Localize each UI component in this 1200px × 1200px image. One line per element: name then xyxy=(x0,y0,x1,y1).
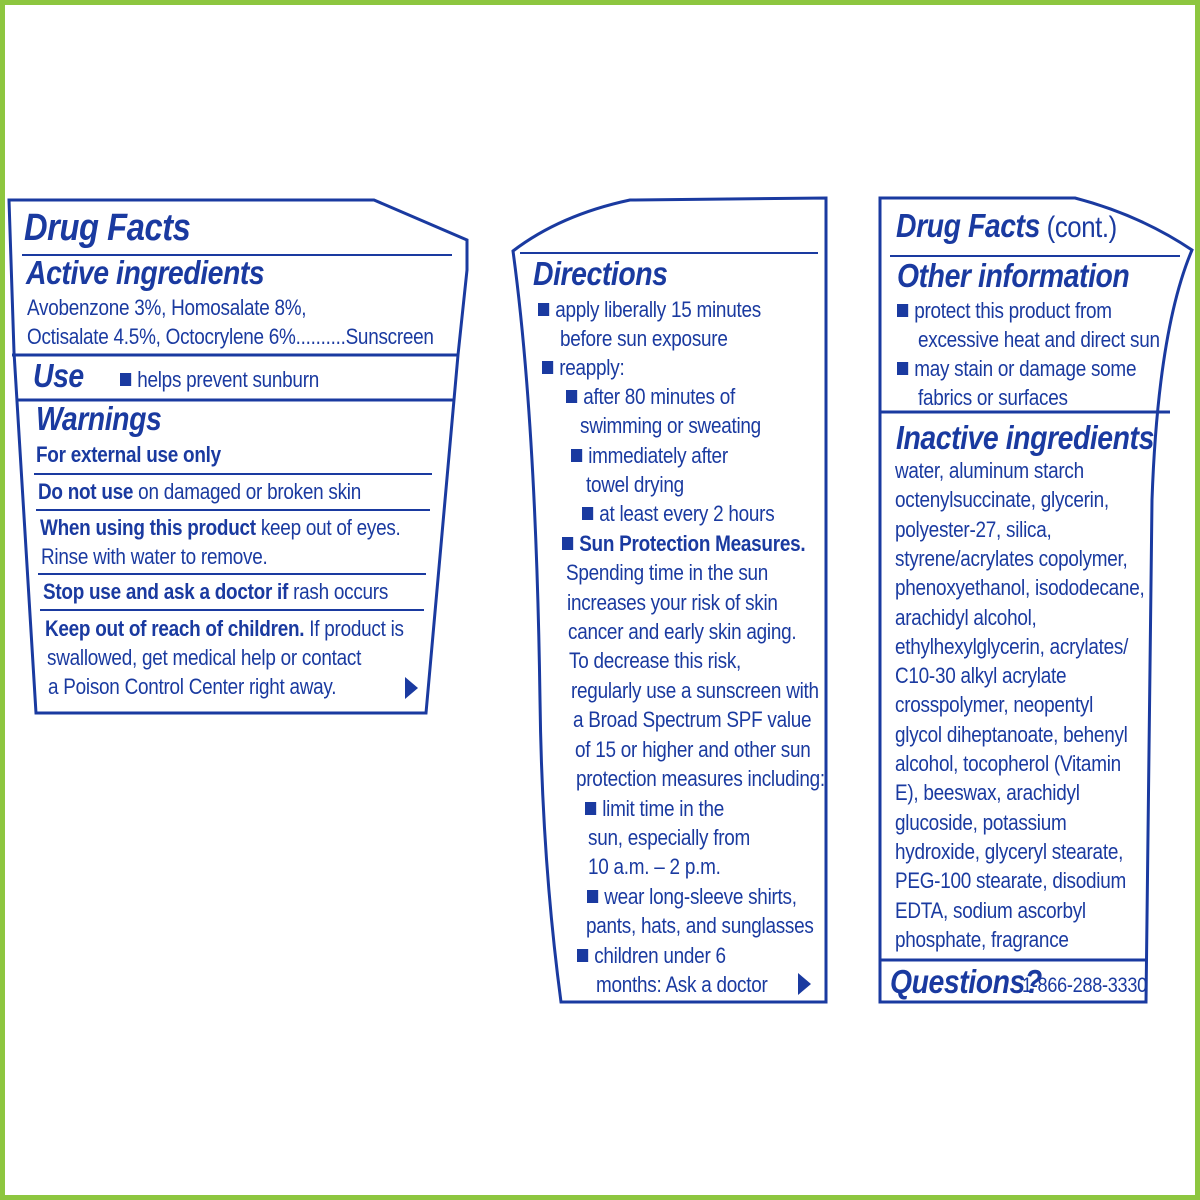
when-using-text: keep out of eyes. xyxy=(255,515,401,540)
inactive-line: alcohol, tocopherol (Vitamin xyxy=(895,751,1121,776)
other-line-text: may stain or damage some xyxy=(914,356,1137,381)
dir-line: swimming or sweating xyxy=(580,413,761,438)
use-header: Use xyxy=(33,357,84,394)
dir-line-text: apply liberally 15 minutes xyxy=(555,297,761,322)
active-dots: .......... xyxy=(295,324,346,349)
inactive-line: hydroxide, glyceryl stearate, xyxy=(895,838,1124,864)
dir-line: regularly use a sunscreen with xyxy=(571,678,819,703)
inactive-line: PEG-100 stearate, disodium xyxy=(895,868,1126,894)
dir-line: increases your risk of skin xyxy=(567,590,778,615)
dir-line-text: reapply: xyxy=(559,355,625,380)
dir-line: of 15 or higher and other sun xyxy=(575,737,811,762)
other-information-header: Other information xyxy=(897,257,1130,294)
bullet-icon xyxy=(897,362,908,375)
inactive-line: arachidyl alcohol, xyxy=(895,604,1037,630)
inactive-line: crosspolymer, neopentyl xyxy=(895,692,1094,718)
keep-out-line-2: swallowed, get medical help or contact xyxy=(47,645,362,670)
inactive-line: C10-30 alkyl acrylate xyxy=(895,663,1067,689)
dir-line-text: Sun Protection Measures. xyxy=(579,531,806,556)
keep-out-line-3: a Poison Control Center right away. xyxy=(48,674,337,699)
panel-1-title: Drug Facts xyxy=(24,207,191,249)
bullet-icon xyxy=(897,304,908,317)
dir-line: months: Ask a doctor xyxy=(596,972,768,997)
when-using-bold: When using this product xyxy=(40,515,256,540)
dir-line: sun, especially from xyxy=(588,825,751,850)
inactive-line: glycol diheptanoate, behenyl xyxy=(895,721,1128,747)
other-line xyxy=(897,296,1112,325)
dir-line: before sun exposure xyxy=(560,326,728,351)
use-text: helps prevent sunburn xyxy=(137,367,320,392)
when-using-line-2: Rinse with water to remove. xyxy=(41,544,268,569)
dir-line: cancer and early skin aging. xyxy=(568,619,797,644)
panel-3-title-row xyxy=(896,209,1117,243)
stop-use-bold: Stop use and ask a doctor if xyxy=(43,579,289,604)
active-line-2-text: Octisalate 4.5%, Octocrylene 6% xyxy=(27,324,296,349)
inactive-line: phosphate, fragrance xyxy=(895,926,1069,952)
keep-out-bold: Keep out of reach of children. xyxy=(45,616,305,641)
dir-line-text: after 80 minutes of xyxy=(583,384,736,409)
dir-line: protection measures including: xyxy=(576,766,825,791)
dir-line-text: limit time in the xyxy=(602,796,724,821)
inactive-line: polyester-27, silica, xyxy=(895,516,1052,542)
purpose-value: Sunscreen xyxy=(345,324,434,349)
other-line xyxy=(897,354,1136,383)
dir-line-text: at least every 2 hours xyxy=(599,501,775,526)
inactive-line: water, aluminum starch xyxy=(895,458,1084,483)
inactive-line: octenylsuccinate, glycerin, xyxy=(895,487,1109,513)
dir-line: a Broad Spectrum SPF value xyxy=(573,707,812,732)
dir-line: Spending time in the sun xyxy=(566,560,769,585)
active-line-1: Avobenzone 3%, Homosalate 8%, xyxy=(27,295,307,320)
inactive-line: phenoxyethanol, isododecane, xyxy=(895,575,1145,601)
warnings-header: Warnings xyxy=(36,400,162,437)
active-ingredients-header: Active ingredients xyxy=(26,254,265,291)
dir-line-text: wear long-sleeve shirts, xyxy=(604,884,797,909)
inactive-line: glucoside, potassium xyxy=(895,809,1067,835)
do-not-use-text: on damaged or broken skin xyxy=(133,479,362,504)
other-line: fabrics or surfaces xyxy=(918,385,1068,410)
external-use: For external use only xyxy=(36,442,221,467)
directions-header: Directions xyxy=(533,255,668,292)
keep-out-text: If product is xyxy=(304,616,404,641)
inactive-line: E), beeswax, arachidyl xyxy=(895,780,1080,806)
other-line: excessive heat and direct sun xyxy=(918,327,1160,352)
inactive-line: styrene/acrylates copolymer, xyxy=(895,545,1128,571)
questions-header: Questions? xyxy=(890,963,1042,1000)
dir-line: 10 a.m. – 2 p.m. xyxy=(588,854,721,879)
dir-line-text: immediately after xyxy=(588,443,728,468)
panel-3-title: Drug Facts xyxy=(896,207,1040,244)
stop-use-text: rash occurs xyxy=(288,579,389,604)
dir-line-text: children under 6 xyxy=(594,943,726,968)
dir-line: towel drying xyxy=(586,472,684,497)
phone-number: 1-866-288-3330 xyxy=(1022,974,1147,997)
panel-3-title-cont: (cont.) xyxy=(1039,211,1117,244)
dir-line: pants, hats, and sunglasses xyxy=(586,913,814,938)
inactive-line: ethylhexylglycerin, acrylates/ xyxy=(895,633,1129,659)
dir-line: To decrease this risk, xyxy=(569,648,742,673)
do-not-use-bold: Do not use xyxy=(38,479,134,504)
inactive-line: EDTA, sodium ascorbyl xyxy=(895,897,1086,923)
other-line-text: protect this product from xyxy=(914,298,1112,323)
inactive-ingredients-header: Inactive ingredients xyxy=(896,419,1154,456)
